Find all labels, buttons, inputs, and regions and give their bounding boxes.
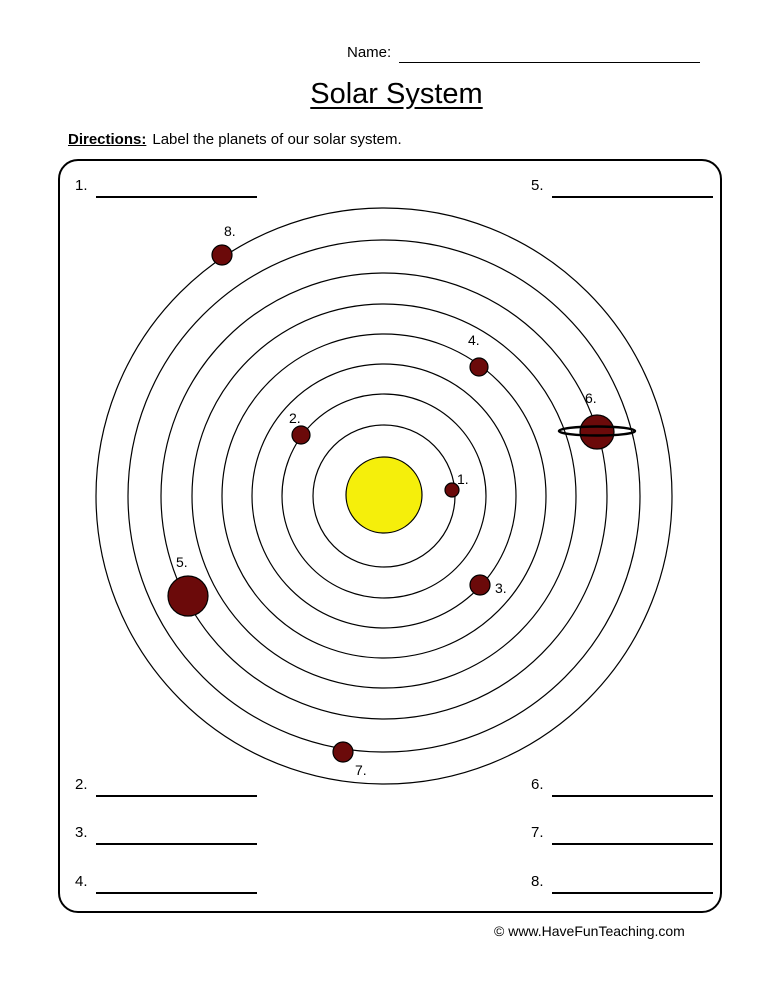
answer-number: 3. — [75, 824, 88, 841]
answer-number: 8. — [531, 873, 544, 890]
planet-4[interactable] — [470, 358, 488, 376]
answer-number: 6. — [531, 776, 544, 793]
planet-label-1: 1. — [457, 471, 469, 487]
answer-number: 2. — [75, 776, 88, 793]
directions-label: Directions: — [68, 131, 147, 148]
planet-label-6: 6. — [585, 390, 597, 406]
planet-label-3: 3. — [495, 580, 507, 596]
planet-label-4: 4. — [468, 332, 480, 348]
planet-5[interactable] — [168, 576, 208, 616]
answer-number: 7. — [531, 824, 544, 841]
planet-3[interactable] — [470, 575, 490, 595]
planet-7[interactable] — [333, 742, 353, 762]
planet-label-7: 7. — [355, 762, 367, 778]
planet-6[interactable] — [580, 415, 614, 449]
name-label: Name: — [347, 44, 392, 61]
sun — [346, 457, 422, 533]
page-title: Solar System — [310, 78, 483, 110]
planet-8[interactable] — [212, 245, 232, 265]
answer-number: 4. — [75, 873, 88, 890]
planet-label-2: 2. — [289, 410, 301, 426]
planet-2[interactable] — [292, 426, 310, 444]
directions-text: Label the planets of our solar system. — [152, 131, 402, 148]
planet-label-5: 5. — [176, 554, 188, 570]
copyright-footer: © www.HaveFunTeaching.com — [494, 923, 685, 939]
planet-label-8: 8. — [224, 223, 236, 239]
answer-number: 5. — [531, 177, 544, 194]
answer-number: 1. — [75, 177, 88, 194]
